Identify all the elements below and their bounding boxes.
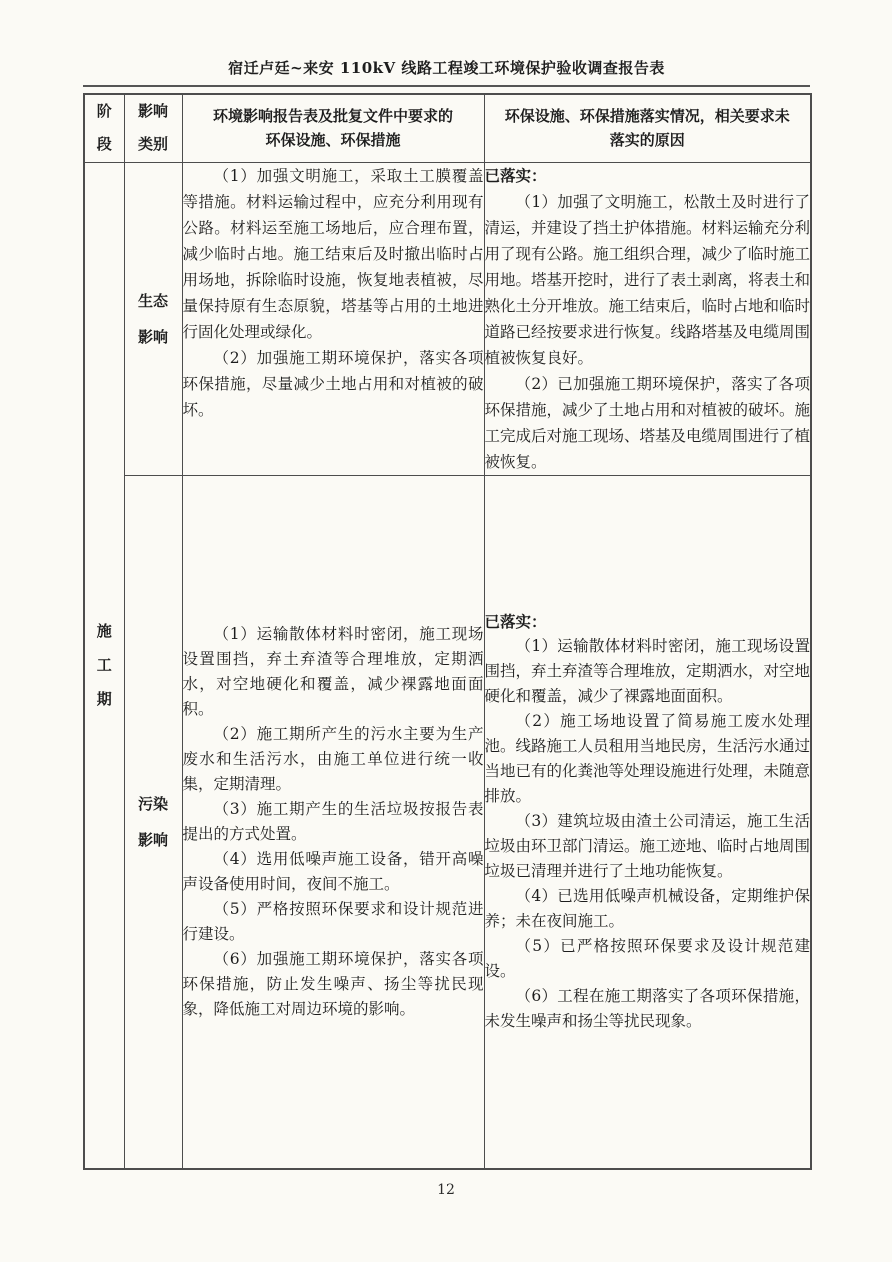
required-measures-ecological [182,162,484,475]
header-required-line: 环保设施、环保措施 [265,131,401,150]
implemented-paragraph: （6）工程在施工期落实了各项环保措施，未发生噪声和扬尘等扰民现象。 [484,987,810,1031]
table-row-ecological [84,162,811,475]
category-line: 影响 [137,327,168,346]
header-implementation-status [484,94,811,162]
implemented-paragraph: （1）加强了文明施工，松散土及时进行了清运，并建设了挡土护体措施。材料运输充分利用了现有公路。施工组织合理，减少了临时施工用地。塔基开挖时，进行了表土剥离，将表土和熟化土分开堆放。施工结束后，临时占地和临时道路已经按要求进行恢复。线路塔基及电缆周围植被恢复良好。 [484,192,811,367]
required-paragraph: （2）加强施工期环境保护，落实各项环保措施，尽量减少土地占用和对植被的破坏。 [182,348,484,419]
header-category [124,94,182,162]
report-table [83,93,812,1170]
required-paragraph: （1）运输散体材料时密闭，施工现场设置围挡，弃土弃渣等合理堆放，定期洒水，对空地硬化和覆盖，减少裸露地面面积。 [182,624,484,718]
header-status-line: 环保设施、环保措施落实情况，相关要求未 [504,107,790,126]
required-paragraph: （4）选用低噪声施工设备，错开高噪声设备使用时间，夜间不施工。 [182,849,484,893]
page-title: 宿迁卢廷~来安 110kV 线路工程竣工环境保护验收调查报告表 [83,57,810,87]
header-category-line: 影响 [137,102,168,121]
required-paragraph: （6）加强施工期环境保护，落实各项环保措施，防止发生噪声、扬尘等扰民现象，降低施工对周边环境的影响。 [182,949,484,1018]
category-line: 生态 [137,291,168,310]
category-cell-ecological [124,162,182,475]
header-status-line: 落实的原因 [609,131,685,150]
header-category-line: 类别 [137,135,168,154]
status-label: 已落实： [484,612,547,632]
category-line: 污染 [137,794,168,813]
category-cell-pollution [124,475,182,1169]
table-row-pollution [84,475,811,1169]
page-content [83,0,810,1170]
stage-cell-construction-period [84,162,124,1169]
header-required-measures [182,94,484,162]
status-label: 已落实： [484,165,547,185]
required-paragraph: （3）施工期产生的生活垃圾按报告表提出的方式处置。 [182,799,484,843]
stage-char: 施 [96,622,112,641]
header-stage [84,94,124,162]
header-required-line: 环境影响报告表及批复文件中要求的 [212,107,453,126]
header-stage-line: 阶 [96,102,112,121]
header-stage-line: 段 [96,135,112,154]
implementation-status-pollution [484,475,811,1169]
category-line: 影响 [137,830,168,849]
stage-char: 工 [96,656,112,675]
implemented-paragraph: （2）施工场地设置了简易施工废水处理池。线路施工人员租用当地民房，生活污水通过当地已有的化粪池等处理设施进行处理，未随意排放。 [484,712,811,806]
required-paragraph: （1）加强文明施工，采取土工膜覆盖等措施。材料运输过程中，应充分利用现有公路。材料运至施工场地后，应合理布置，减少临时占地。施工结束后及时撤出临时占用场地，拆除临时设施，恢复地表植被，尽量保持原有生态原貌，塔基等占用的土地进行固化处理或绿化。 [182,166,484,341]
page-number: 12 [437,1182,455,1198]
implementation-status-ecological [484,162,811,475]
table-header-row [84,94,811,162]
required-paragraph: （2）施工期所产生的污水主要为生产废水和生活污水，由施工单位进行统一收集，定期清理。 [182,724,484,793]
implemented-paragraph: （2）已加强施工期环境保护，落实了各项环保措施，减少了土地占用和对植被的破坏。施工完成后对施工现场、塔基及电缆周围进行了植被恢复。 [484,374,811,471]
required-measures-pollution [182,475,484,1169]
stage-char: 期 [96,690,112,709]
implemented-paragraph: （3）建筑垃圾由渣土公司清运，施工生活垃圾由环卫部门清运。施工迹地、临时占地周围垃圾已清理并进行了土地功能恢复。 [484,812,811,881]
implemented-paragraph: （1）运输散体材料时密闭，施工现场设置围挡，弃土弃渣等合理堆放，定期洒水，对空地硬化和覆盖，减少了裸露地面面积。 [484,637,811,706]
implemented-paragraph: （5）已严格按照环保要求及设计规范建设。 [484,937,810,981]
required-paragraph: （5）严格按照环保要求和设计规范进行建设。 [182,899,484,943]
implemented-paragraph: （4）已选用低噪声机械设备，定期维护保养；未在夜间施工。 [484,887,810,931]
